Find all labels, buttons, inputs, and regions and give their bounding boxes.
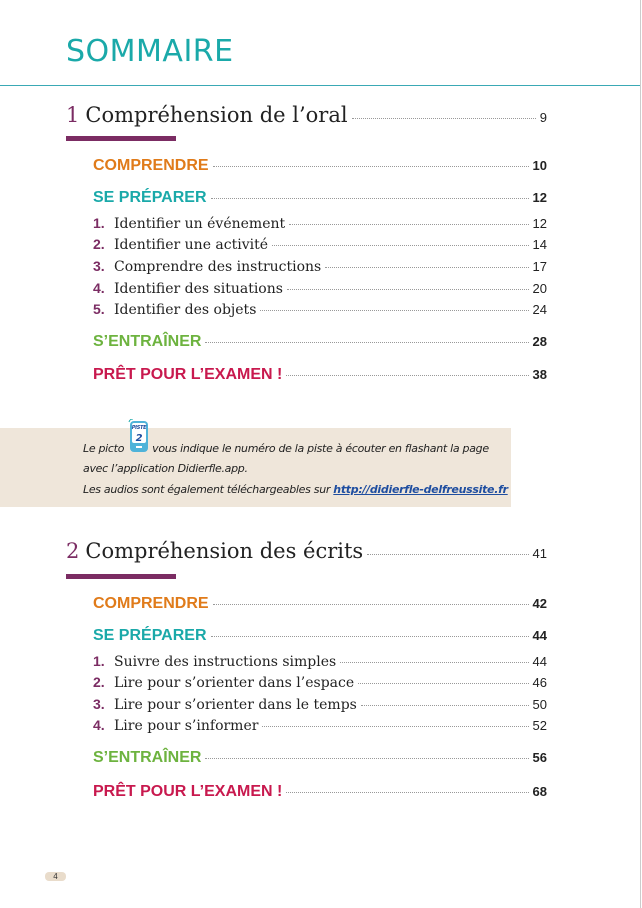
toc-item[interactable] xyxy=(93,301,547,318)
item-number: 4. xyxy=(93,717,105,733)
leader-dots xyxy=(260,310,528,311)
page-ref: 9 xyxy=(539,110,547,125)
page-number: 4 xyxy=(45,872,66,881)
leader-dots xyxy=(325,267,528,268)
page-ref: 44 xyxy=(532,628,547,643)
leader-dots xyxy=(205,342,528,343)
info-box xyxy=(0,425,511,507)
toc-item[interactable] xyxy=(93,696,547,713)
section-title: Compréhension de l’oral xyxy=(85,103,348,127)
toc-entry-comprendre[interactable] xyxy=(93,157,547,175)
toc-entry-comprendre[interactable] xyxy=(93,595,547,613)
section-title: Compréhension des écrits xyxy=(85,539,364,563)
toc-item[interactable] xyxy=(93,674,547,691)
leader-dots xyxy=(272,245,529,246)
toc-item[interactable] xyxy=(93,215,547,232)
leader-dots xyxy=(340,662,528,663)
leader-dots xyxy=(262,726,528,727)
item-number: 2. xyxy=(93,674,105,690)
entry-label: S’ENTRAÎNER xyxy=(93,333,202,350)
entry-label: COMPRENDRE xyxy=(93,157,209,174)
page-ref: 46 xyxy=(532,675,547,690)
page-ref: 44 xyxy=(532,654,547,669)
entry-label: PRÊT POUR L’EXAMEN ! xyxy=(93,366,283,383)
download-link[interactable]: http://didierfle-delfreussite.fr xyxy=(333,483,508,496)
section-heading[interactable] xyxy=(66,539,547,563)
page-ref: 10 xyxy=(532,158,547,173)
item-label: Lire pour s’orienter dans le temps xyxy=(114,697,357,713)
item-label: Lire pour s’informer xyxy=(114,718,259,734)
toc-item[interactable] xyxy=(93,653,547,670)
toc-entry-examen[interactable] xyxy=(93,366,547,384)
entry-label: SE PRÉPARER xyxy=(93,189,207,206)
leader-dots xyxy=(211,636,529,637)
toc-entry-preparer[interactable] xyxy=(93,189,547,207)
item-label: Suivre des instructions simples xyxy=(114,654,337,670)
leader-dots xyxy=(213,166,529,167)
track-picto-icon xyxy=(127,425,149,452)
picto-label: PISTE xyxy=(131,425,147,431)
item-number: 3. xyxy=(93,258,105,274)
page-ref: 42 xyxy=(532,596,547,611)
page-ref: 24 xyxy=(532,302,547,317)
leader-dots xyxy=(289,224,528,225)
toc-entry-preparer[interactable] xyxy=(93,627,547,645)
page-edge xyxy=(640,0,641,908)
item-label: Identifier une activité xyxy=(114,237,269,253)
toc-item[interactable] xyxy=(93,236,547,253)
leader-dots xyxy=(211,198,529,199)
item-number: 3. xyxy=(93,696,105,712)
toc-item[interactable] xyxy=(93,717,547,734)
leader-dots xyxy=(352,118,536,119)
toc-entry-entrainer[interactable] xyxy=(93,333,547,351)
item-number: 1. xyxy=(93,215,105,231)
page-ref: 12 xyxy=(532,190,547,205)
page-ref: 38 xyxy=(532,367,547,382)
item-number: 5. xyxy=(93,301,105,317)
leader-dots xyxy=(367,554,528,555)
item-label: Comprendre des instructions xyxy=(114,259,322,275)
page-title: SOMMAIRE xyxy=(66,34,234,69)
toc-entry-entrainer[interactable] xyxy=(93,749,547,767)
page-ref: 20 xyxy=(532,281,547,296)
leader-dots xyxy=(205,758,528,759)
page-ref: 52 xyxy=(532,718,547,733)
entry-label: COMPRENDRE xyxy=(93,595,209,612)
item-number: 4. xyxy=(93,280,105,296)
item-number: 1. xyxy=(93,653,105,669)
item-label: Identifier des situations xyxy=(114,281,283,297)
page-ref: 50 xyxy=(532,697,547,712)
leader-dots xyxy=(213,604,529,605)
info-text: vous indique le numéro de la piste à écouter en flashant la page xyxy=(152,442,489,455)
leader-dots xyxy=(358,683,528,684)
page-ref: 28 xyxy=(532,334,547,349)
item-label: Lire pour s’orienter dans l’espace xyxy=(114,675,355,691)
page-ref: 68 xyxy=(532,784,547,799)
toc-item[interactable] xyxy=(93,258,547,275)
page-ref: 14 xyxy=(532,237,547,252)
item-label: Identifier des objets xyxy=(114,302,257,318)
page-ref: 41 xyxy=(532,546,547,561)
entry-label: S’ENTRAÎNER xyxy=(93,749,202,766)
picto-number: 2 xyxy=(135,433,143,444)
entry-label: SE PRÉPARER xyxy=(93,627,207,644)
info-text: Le picto xyxy=(83,442,125,455)
page-ref: 12 xyxy=(532,216,547,231)
section-heading[interactable] xyxy=(66,103,547,127)
leader-dots xyxy=(286,375,528,376)
section-underline xyxy=(66,574,176,579)
section-underline xyxy=(66,136,176,141)
section-number: 2 xyxy=(66,539,80,563)
entry-label: PRÊT POUR L’EXAMEN ! xyxy=(93,783,283,800)
leader-dots xyxy=(287,289,529,290)
item-number: 2. xyxy=(93,236,105,252)
leader-dots xyxy=(286,792,528,793)
page-ref: 56 xyxy=(532,750,547,765)
info-text: avec l’application Didierfle.app. xyxy=(83,462,248,475)
title-divider xyxy=(0,85,640,86)
section-number: 1 xyxy=(66,103,80,127)
toc-entry-examen[interactable] xyxy=(93,783,547,801)
leader-dots xyxy=(361,705,529,706)
page-ref: 17 xyxy=(532,259,547,274)
info-text: Les audios sont également téléchargeables sur xyxy=(83,483,334,496)
item-label: Identifier un événement xyxy=(114,216,286,232)
toc-item[interactable] xyxy=(93,280,547,297)
